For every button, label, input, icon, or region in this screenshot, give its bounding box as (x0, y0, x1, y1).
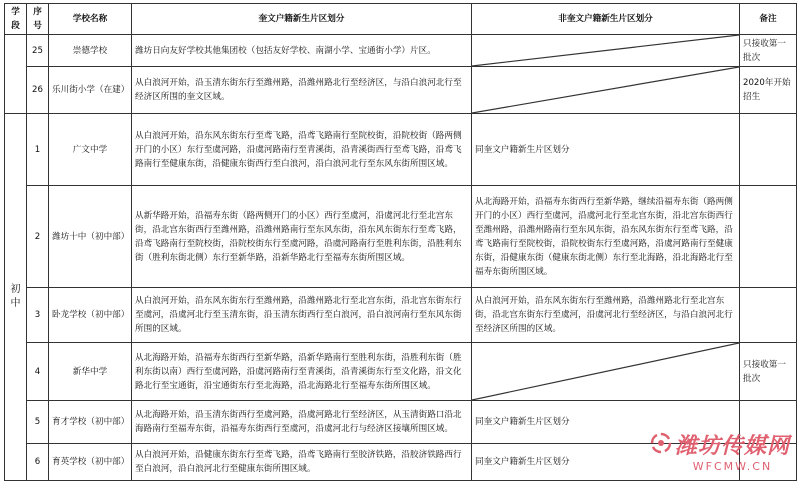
note (740, 186, 797, 288)
watermark-url: WFCMW.CN (692, 460, 773, 473)
row-no: 1 (27, 114, 49, 186)
nonregistered-area: 同奎文户籍新生片区划分 (472, 444, 740, 481)
nonregistered-area: 同奎文户籍新生片区划分 (472, 401, 740, 444)
registered-area: 从白浪河开始，沿玉清东街东行至潍州路，沿潍州路北行至经济区，与沿白浪河北行至经济区所围的奎文区域。 (132, 67, 472, 114)
nonregistered-area: 从北海路开始，沿福寿东街西行至新华路，继续沿福寿东街（路两侧开门的小区）西行至虞河，沿虞河北行至北宫东街，沿北宫东街西行至潍州路，沿潍州路南行至东风东街，沿东风东街东行至鸢飞路，沿鸢飞路南行至院校街，沿院校街东行至虞河路，沿虞河路南行至健康东街，沿健康东街（健康东街北侧）东行至北海路，沿北海路北行至福寿东街所围区域。 (472, 186, 740, 288)
header-nonregistered: 非奎文户籍新生片区划分 (472, 4, 740, 35)
registered-area: 从白浪河开始，沿东风东街东行至鸢飞路，沿鸢飞路南行至院校街，沿院校街（路两侧开门的小区）东行至虞河路，沿虞河路南行至青溪街，沿青溪街西行至鸢飞路，沿鸢飞路南行至健康东街，沿健康东街西行至白浪河，沿白浪河北行至东风东街所围区域。 (132, 114, 472, 186)
row-no: 25 (27, 35, 49, 67)
school-name: 新华中学 (49, 343, 132, 401)
watermark (675, 429, 790, 473)
table-row (5, 67, 797, 114)
nonregistered-empty (472, 343, 740, 401)
header-stage: 学段 (5, 4, 27, 35)
row-no: 5 (27, 401, 49, 444)
table-row (5, 288, 797, 343)
row-no: 6 (27, 444, 49, 481)
stage-cell-primary (5, 35, 27, 114)
row-no: 3 (27, 288, 49, 343)
registered-area: 从新华路开始，沿福寿东街（路两侧开门的小区）西行至虞河，沿虞河北行至北宫东街，沿北宫东街西行至潍州路，沿潍州路南行至东风东街，沿东风东街东行至鸢飞路，沿鸢飞路南行至院校街，沿院校街东行至虞河路，沿虞河路南行至胜利东街，沿胜利东街（胜利东街北侧）东行至新华路，沿新华路北行至福寿东街所围区域。 (132, 186, 472, 288)
table-row (5, 114, 797, 186)
table-row (5, 35, 797, 67)
header-no: 序号 (27, 4, 49, 35)
school-name: 广文中学 (49, 114, 132, 186)
nonregistered-area: 从白浪河开始，沿东风东街东行至潍州路，沿潍州路北行至北宫东街，沿北宫东街东行至虞河，沿虞河北行至经济区，与沿白浪河北行至经济区所围的区域。 (472, 288, 740, 343)
table-row (5, 343, 797, 401)
note: 只接收第一批次 (740, 343, 797, 401)
table-row (5, 186, 797, 288)
note (740, 288, 797, 343)
registered-area: 从北海路开始，沿福寿东街西行至新华路，沿新华路南行至胜利东街，沿胜利东街（胜利东街以南）西行至虞河路，沿虞河路南行至青溪街，沿青溪街东行至文化路，沿文化路北行至宝通街，沿宝通街东行至北海路，沿北海路北行至福寿东街所围区域。 (132, 343, 472, 401)
district-table (4, 3, 797, 481)
note (740, 114, 797, 186)
school-name: 卧龙学校（初中部） (49, 288, 132, 343)
watermark-logo-icon (649, 431, 673, 455)
watermark-name: 潍坊传媒网 (674, 434, 790, 459)
row-no: 26 (27, 67, 49, 114)
header-school: 学校名称 (49, 4, 132, 35)
header-registered: 奎文户籍新生片区划分 (132, 4, 472, 35)
note: 2020年开始招生 (740, 67, 797, 114)
nonregistered-area: 同奎文户籍新生片区划分 (472, 114, 740, 186)
school-name: 潍坊十中（初中部） (49, 186, 132, 288)
registered-area: 潍坊日向友好学校其他集团校（包括友好学校、南湖小学、宝通街小学）片区。 (132, 35, 472, 67)
row-no: 2 (27, 186, 49, 288)
school-name: 崇德学校 (49, 35, 132, 67)
registered-area: 从北海路开始，沿玉清东街西行至虞河路，沿虞河路北行至经济区，从玉清街路口沿北海路南行至福寿东街，沿福寿东街西行至虞河，沿虞河北行与经济区接壤所围区域。 (132, 401, 472, 444)
school-name: 乐川街小学（在建） (49, 67, 132, 114)
nonregistered-empty (472, 35, 740, 67)
school-name: 育英学校（初中部） (49, 444, 132, 481)
stage-cell: 初中 (5, 114, 27, 481)
header-row (5, 4, 797, 35)
header-note: 备注 (740, 4, 797, 35)
registered-area: 从白浪河开始，沿健康东街东行至鸢飞路，沿鸢飞路南行至胶济铁路，沿胶济铁路西行至白浪河，沿白浪河北行至健康东街所围区域。 (132, 444, 472, 481)
row-no: 4 (27, 343, 49, 401)
note: 只接收第一批次 (740, 35, 797, 67)
school-name: 育才学校（初中部） (49, 401, 132, 444)
registered-area: 从白浪河开始，沿东风东街东行至潍州路，沿潍州路北行至北宫东街，沿北宫东街东行至虞河，沿虞河北行至玉清东街，沿玉清东街西行至白浪河，沿白浪河南行至东风东街所围的区域。 (132, 288, 472, 343)
nonregistered-empty (472, 67, 740, 114)
